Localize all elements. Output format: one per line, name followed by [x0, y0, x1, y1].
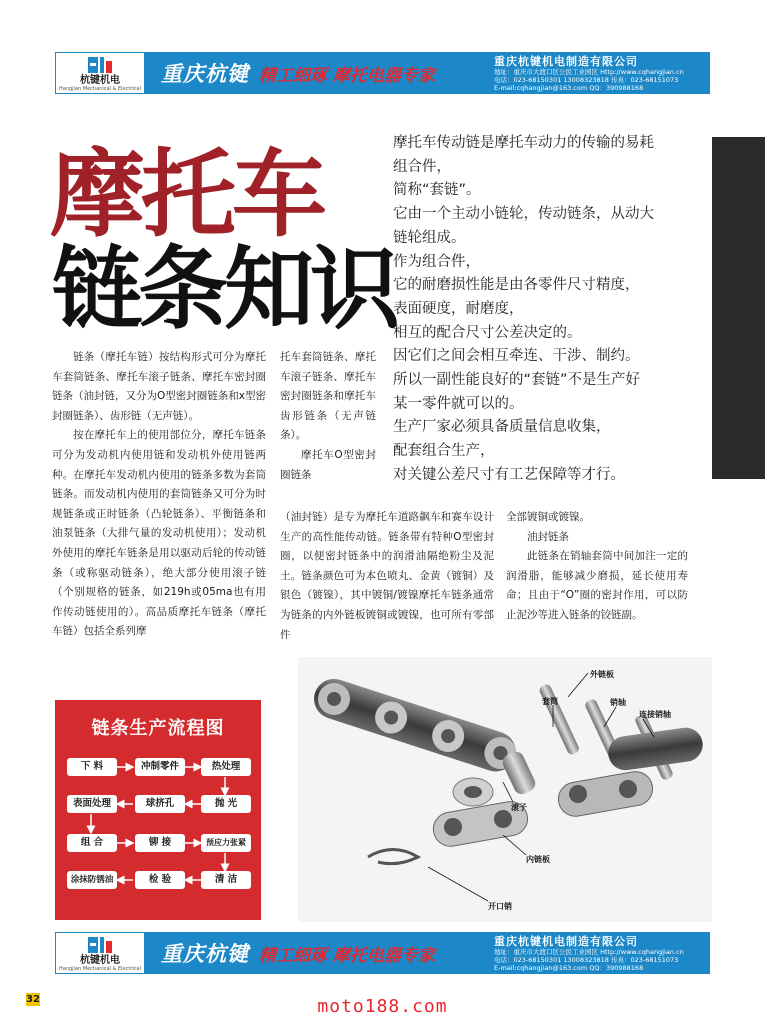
flow-chart-title: 链条生产流程图	[91, 718, 225, 739]
flow-step-polishing: 抛 光	[201, 795, 251, 813]
brand-slogan: 精工细琢 摩托电器专家	[259, 65, 435, 86]
logo-text: 杭键机电	[80, 954, 120, 966]
brand-name: 重庆杭键	[161, 62, 249, 86]
body-paragraph: 此链条在销轴套筒中间加注一定的润滑脂，能够减少磨损，延长使用寿命；且由于“O”圈的密封作用，可以防止泥沙等进入链条的铰链副。	[506, 550, 688, 621]
footer-banner	[55, 932, 710, 974]
body-column-1	[52, 348, 266, 642]
label-sleeve: 套筒	[542, 697, 558, 706]
contact-block	[494, 55, 704, 92]
page-number: 32	[26, 994, 40, 1005]
company-logo	[55, 932, 145, 974]
company-name: 重庆杭键机电制造有限公司	[494, 54, 638, 68]
intro-line: 作为组合件，	[393, 253, 480, 270]
label-outer-plate: 外链板	[590, 670, 614, 679]
company-address: 地址：重庆市大渡口区公民工业园区 Http://www.cqhangjian.cn	[494, 947, 684, 956]
intro-line: 它由一个主动小链轮，传动链条，从动大	[393, 206, 654, 223]
intro-line: 相互的配合尺寸公差决定的。	[393, 324, 582, 341]
intro-line: 因它们之间会相互牵连、干涉、制约。	[393, 348, 640, 365]
company-logo	[55, 52, 145, 94]
flow-step-riveting: 铆 接	[135, 834, 185, 852]
company-name: 重庆杭键机电制造有限公司	[494, 934, 638, 948]
intro-line: 生产厂家必须具备质量信息收集，	[393, 419, 611, 436]
body-paragraph: 托车套筒链条、摩托车滚子链条、摩托车密封圈链条和摩托车齿形链条（无声链条）。	[280, 351, 376, 442]
label-inner-plate: 内链板	[526, 855, 550, 864]
flow-step-cleaning: 清 洁	[201, 871, 251, 889]
side-decoration-bar	[712, 137, 765, 479]
logo-subtitle: Hangjian Mechanical & Electrical	[59, 965, 141, 972]
flow-step-prestress: 预应力张紧	[201, 834, 251, 852]
company-phone: 电话：023-68150301 13008323818 传真：023-68151073	[494, 75, 679, 84]
site-watermark: moto188.com	[317, 996, 448, 1017]
brand-slogan: 精工细琢 摩托电器专家	[259, 945, 435, 966]
intro-line: 配套组合生产，	[393, 443, 495, 460]
logo-subtitle: Hangjian Mechanical & Electrical	[59, 85, 141, 92]
logo-text: 杭键机电	[80, 74, 120, 86]
company-email: E-mail:cqhangjian@163.com QQ：390988168	[494, 83, 644, 92]
flow-step-rust-oil: 涂抹防锈油	[67, 871, 117, 889]
logo-mark-icon	[86, 55, 114, 75]
intro-line: 简称“套链”。	[393, 182, 481, 199]
label-cotter-pin: 开口销	[488, 902, 512, 911]
brand-name: 重庆杭键	[161, 942, 249, 966]
body-paragraph: 链条（摩托车链）按结构形式可分为摩托车套筒链条、摩托车滚子链条、摩托车密封圈链条（油封链，又分为O型密封圈链条和x型密封圈链条）、齿形链（无声链）。	[52, 351, 266, 422]
body-paragraph: （油封链）是专为摩托车道路飙车和赛车设计生产的高性能传动链。链条带有特种O型密封圈，以便密封链条中的润滑油隔绝粉尘及泥土。链条颜色可为本色喷丸、金黄（镀铜）及银色（镀镍），其中镀铜/镀镍摩托车链条通常为链条的内外链板镀铜或镀镍，也可所有零部件	[280, 511, 494, 641]
intro-line: 组合件，	[393, 158, 451, 175]
flow-step-surface-treatment: 表面处理	[67, 795, 117, 813]
page-title-line1: 摩托车	[50, 140, 324, 250]
flow-step-inspection: 检 验	[135, 871, 185, 889]
page-title-line2: 链条知识	[52, 237, 396, 342]
intro-line: 表面硬度，耐磨度，	[393, 300, 524, 317]
label-connecting-pin: 连接销轴	[639, 710, 671, 719]
assembled-chain	[309, 674, 522, 777]
section-heading: 油封链条	[527, 530, 569, 543]
body-column-2	[280, 348, 376, 485]
intro-line: 摩托车传动链是摩托车动力的传输的易耗	[393, 135, 654, 151]
chain-exploded-diagram	[298, 657, 712, 922]
flow-step-assembly: 组 合	[67, 834, 117, 852]
header-banner	[55, 52, 710, 94]
intro-line: 链轮组成。	[393, 229, 466, 246]
chain-illustration	[298, 657, 712, 922]
body-column-4	[506, 508, 688, 626]
company-email: E-mail:cqhangjian@163.com QQ：390988168	[494, 963, 644, 972]
body-paragraph: 摩托车O型密封圈链条	[280, 448, 376, 481]
intro-line: 所以一副性能良好的“套链”不是生产好	[393, 372, 641, 389]
label-pin: 销轴	[610, 698, 626, 707]
contact-block	[494, 935, 704, 972]
company-phone: 电话：023-68150301 13008323818 传真：023-68151073	[494, 955, 679, 964]
body-paragraph: 全部镀铜或镀镍。	[506, 511, 590, 523]
body-paragraph: 按在摩托车上的使用部位分，摩托车链条可分为发动机内使用链和发动机外使用链两种。在摩托车发动机内使用的链条多数为套筒链条。而发动机内使用的套筒链条又可分为时规链条或正时链条（凸轮链条）、平衡链条和油泵链条（大排气量的发动机使用）；发动机外使用的摩托车链条是用以驱动后轮的传动链条（或称驱动链条），绝大部分使用滚子链（个别规格的链条，如219h或05ma也有用作传动链使用的）。高品质摩托车链条（摩托车链）包括全系列摩	[52, 429, 266, 638]
intro-line: 某一零件就可以的。	[393, 395, 524, 412]
intro-line: 它的耐磨损性能是由各零件尺寸精度，	[393, 277, 640, 294]
intro-text	[393, 132, 703, 488]
flow-step-stamping: 冲制零件	[135, 758, 185, 776]
body-column-3	[280, 508, 494, 645]
label-roller: 滚子	[511, 803, 527, 812]
intro-line: 对关键公差尺寸有工艺保障等才行。	[393, 466, 625, 483]
company-address: 地址：重庆市大渡口区公民工业园区 Http://www.cqhangjian.cn	[494, 67, 684, 76]
logo-mark-icon	[86, 935, 114, 955]
flow-step-heat-treatment: 热处理	[201, 758, 251, 776]
flow-step-blanking: 下 料	[67, 758, 117, 776]
production-flow-chart	[55, 700, 261, 920]
flow-step-ball-extrusion: 球挤孔	[135, 795, 185, 813]
